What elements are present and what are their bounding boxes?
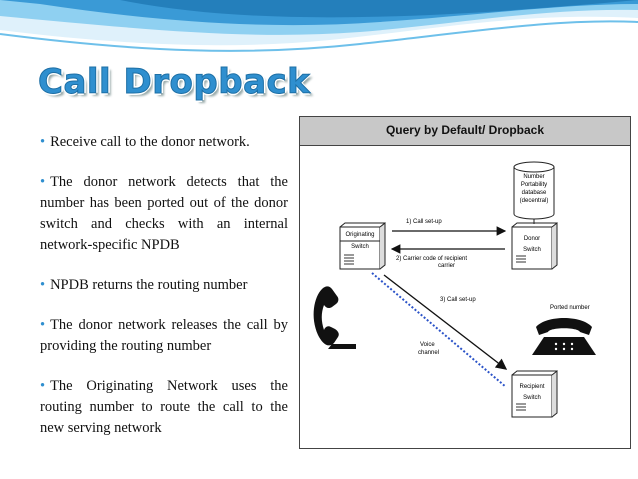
diagram-canvas [300, 117, 630, 448]
label-voice: Voice [420, 342, 435, 348]
bullet-dot-icon: • [40, 277, 46, 293]
diagram-title: Query by Default/ Dropback [385, 123, 545, 137]
bullet-dot-icon: • [40, 134, 46, 150]
label-voice-2: channel [418, 350, 440, 356]
arrow-call-setup-3 [384, 275, 506, 369]
label-carrier-code: 2) Carrier code of recipient [396, 256, 468, 262]
slide-title: Call Dropback [38, 62, 311, 102]
db-label-3: database [521, 190, 547, 196]
label-ported-number: Ported number [550, 305, 590, 311]
bullet-dot-icon: • [40, 378, 46, 394]
bullet-dot-icon: • [40, 317, 46, 333]
bullet-item: • NPDB returns the routing number [40, 277, 248, 293]
originating-switch [340, 223, 385, 269]
svg-text:Donor: Donor [523, 236, 541, 242]
db-label-4: (decentral) [519, 198, 549, 204]
db-label-2: Portability [520, 182, 548, 188]
bullet-item: • The donor network detects that the number has been ported out of the donor switch and checks with an internal network-specific NPDB [40, 174, 288, 253]
db-label-1: Number [523, 174, 545, 180]
telephone-handset-icon [314, 286, 356, 349]
bullet-item: • The donor network releases the call by providing the routing number [40, 317, 288, 354]
svg-text:Switch: Switch [351, 244, 369, 250]
label-call-setup-1: 1) Call set-up [406, 219, 442, 225]
label-carrier-code-2: carrier [438, 263, 456, 269]
bullet-item: • Receive call to the donor network. [40, 134, 250, 150]
svg-text:Switch: Switch [523, 247, 541, 253]
header-waves [0, 0, 638, 70]
bullet-item: • The Originating Network uses the routing number to route the call to the new serving network [40, 378, 288, 436]
diagram-panel [299, 116, 631, 449]
desk-phone-icon [532, 305, 596, 355]
svg-text:Switch: Switch [523, 395, 541, 401]
label-call-setup-3: 3) Call set-up [440, 297, 476, 303]
bullet-list [40, 132, 288, 458]
database-cylinder [514, 162, 554, 219]
voice-channel-line [372, 273, 506, 387]
bullet-dot-icon: • [40, 174, 46, 190]
recipient-switch [512, 371, 557, 417]
svg-text:Recipient: Recipient [519, 384, 545, 390]
donor-switch [512, 223, 557, 269]
svg-text:Originating: Originating [345, 232, 375, 238]
